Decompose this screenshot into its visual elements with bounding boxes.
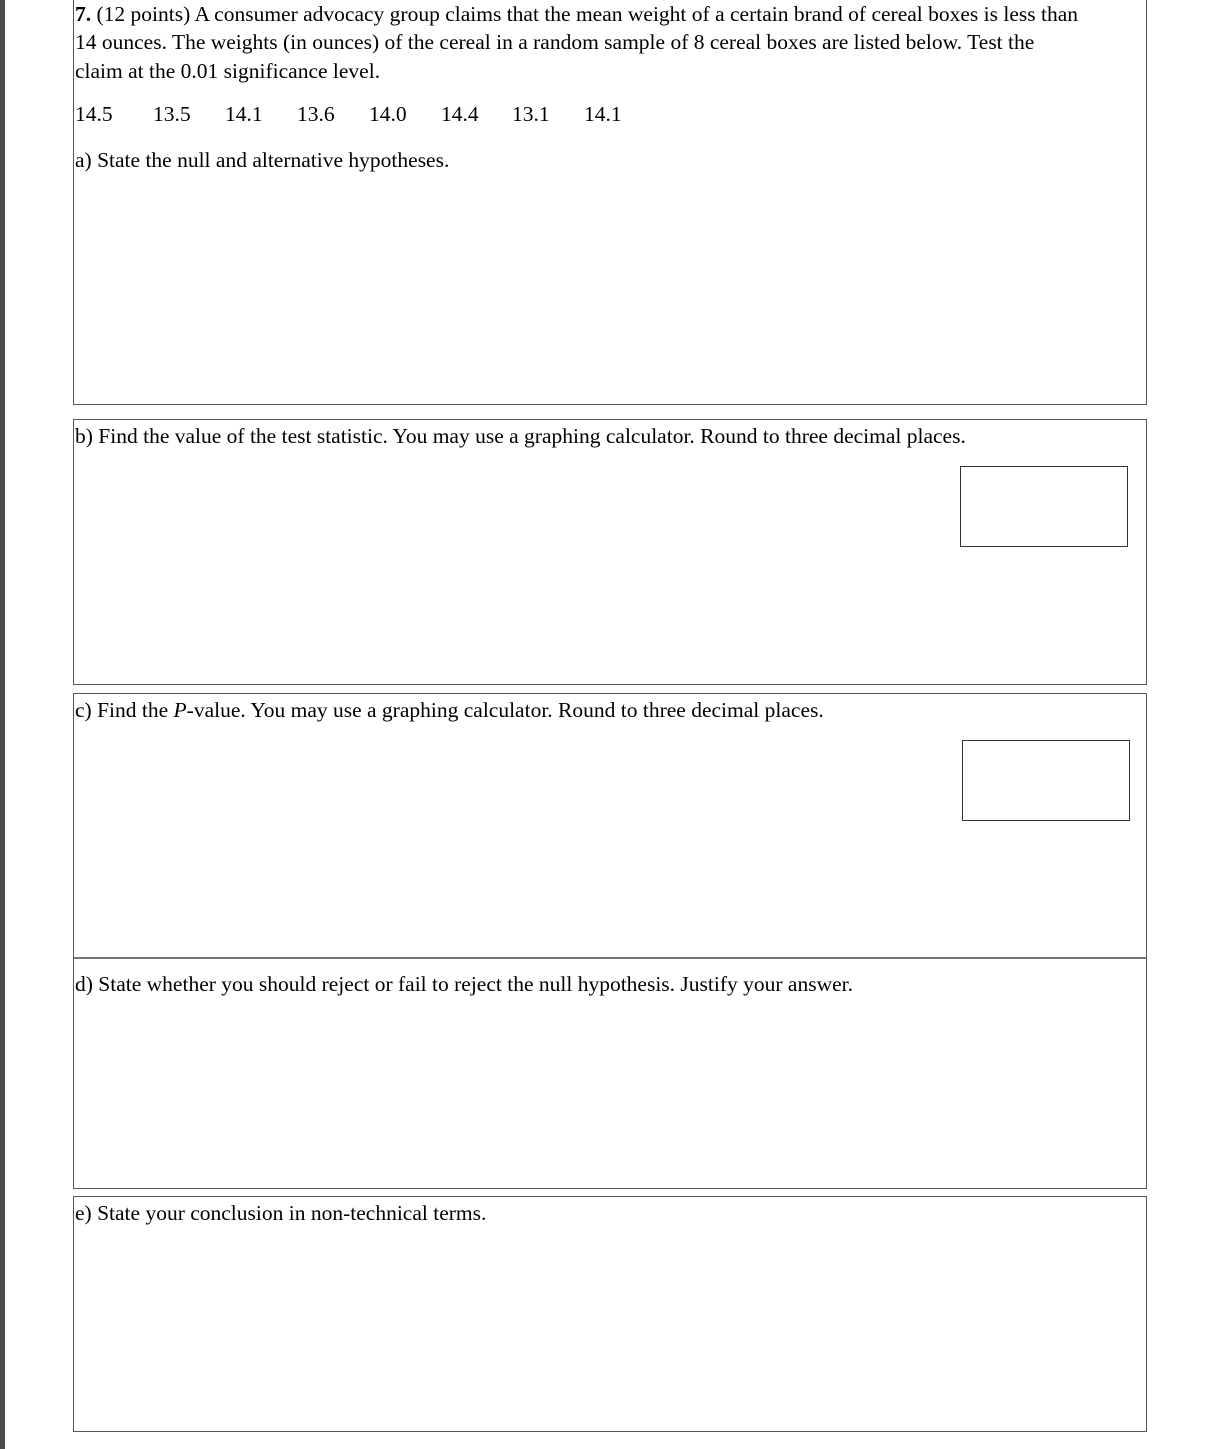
data-value: 14.5 bbox=[75, 102, 113, 126]
part-b-prompt: b) Find the value of the test statistic. You may use a graphing calculator. Round to three decimal places. bbox=[75, 424, 966, 448]
data-value: 13.5 bbox=[153, 102, 191, 126]
question-box-e bbox=[73, 1196, 1147, 1432]
question-box-a bbox=[73, 0, 1147, 405]
part-c-suffix: -value. You may use a graphing calculator. Round to three decimal places. bbox=[186, 698, 824, 722]
question-line-1 bbox=[75, 0, 1078, 28]
part-c-prefix: c) Find the bbox=[75, 698, 174, 722]
question-line-3: claim at the 0.01 significance level. bbox=[75, 59, 381, 83]
part-c-p-italic: P bbox=[173, 698, 187, 722]
data-value: 13.1 bbox=[512, 102, 550, 126]
question-line-1-text: (12 points) A consumer advocacy group claims that the mean weight of a certain brand of cereal boxes is less than bbox=[91, 2, 1079, 26]
part-d-prompt: d) State whether you should reject or fail to reject the null hypothesis. Justify your answer. bbox=[75, 972, 853, 996]
part-e-prompt: e) State your conclusion in non-technical terms. bbox=[75, 1201, 487, 1225]
part-a-prompt: a) State the null and alternative hypotheses. bbox=[75, 148, 450, 172]
data-value: 14.0 bbox=[369, 102, 407, 126]
part-c-answer-box[interactable] bbox=[962, 740, 1130, 821]
part-c-prompt bbox=[75, 696, 824, 724]
data-value: 14.1 bbox=[584, 102, 622, 126]
question-box-c bbox=[73, 693, 1147, 958]
part-b-answer-box[interactable] bbox=[960, 466, 1128, 547]
question-line-2: 14 ounces. The weights (in ounces) of the cereal in a random sample of 8 cereal boxes are listed below. Test the bbox=[75, 30, 1035, 54]
question-box-d bbox=[73, 957, 1147, 1189]
page-left-edge bbox=[0, 0, 5, 1449]
question-number: 7. bbox=[75, 2, 92, 26]
data-value: 13.6 bbox=[297, 102, 335, 126]
question-box-b bbox=[73, 419, 1147, 685]
data-value: 14.1 bbox=[225, 102, 263, 126]
data-value: 14.4 bbox=[441, 102, 479, 126]
